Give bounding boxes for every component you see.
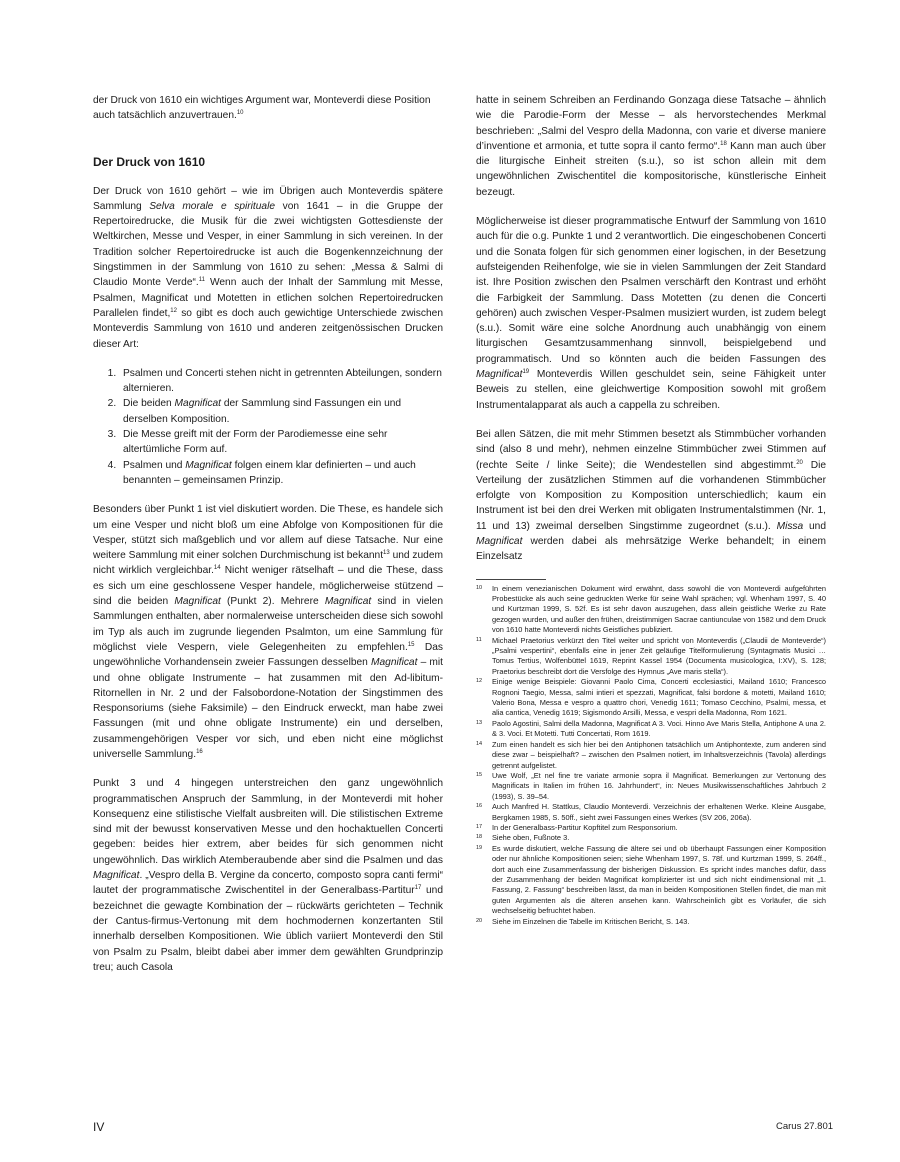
- text: Die Verteilung der zusätzlichen Stimmen auf die vorhandenen Stimmbücher erfolgte von Komposition zu Komposition unterschiedlich; kaum ein Instrument ist bei den drei Werken mit obligaten Instrumentalstimmen (Nr. 1, 11 und 13) zweimal derselben Singstimme zugeordnet (s.u.).: [476, 459, 827, 532]
- text: Das ungewöhnliche Vorhandensein zweier Fassungen desselben: [93, 641, 443, 669]
- footnote: [476, 584, 826, 636]
- list-item: [119, 458, 443, 489]
- footnote: [476, 823, 826, 833]
- text: und zudem nicht wirklich vergleichbar.: [93, 550, 443, 577]
- text: Nicht weniger rätselhaft – und die These, dass es sich um eine geschlossene Vesper handele, möglicherweise stützend – sind die beiden: [93, 565, 444, 608]
- footnote: [476, 636, 826, 678]
- footnote-ref[interactable]: 14: [213, 565, 221, 572]
- text: Psalmen und Concerti stehen nicht in getrennten Abteilungen, sondern alternieren.: [123, 367, 442, 395]
- paragraph: [93, 502, 443, 762]
- page-number: IV: [93, 1120, 105, 1134]
- footnote-text: In einem venezianischen Dokument wird erwähnt, dass sowohl die von Monteverdi aufgeführten Probestücke als auch seine gedruckten Werke für seine Wahl sprächen; vgl. Whenham 1997, S. 40 und Kurtzman 1999, S. 52f. Es ist sehr davon auszugehen, dass allein geistliche Werke zu Rate gezogen wurden, und außer den frühen, dreistimmigen Sacrae cantiunculae von 1582 und dem Druck von 1610 hatte Monteverdi nichts Geistliches publiziert.: [492, 583, 826, 635]
- footnote-number: 15: [476, 771, 483, 778]
- text-italic: Magnificat: [371, 657, 418, 669]
- text: werden dabei als mehrsätzige Werke behandelt; in einem Einzelsatz: [476, 536, 826, 563]
- footnote-ref[interactable]: 15: [407, 641, 415, 648]
- footnote-number: 20: [476, 917, 483, 924]
- text-italic: Selva morale e spirituale: [149, 200, 276, 212]
- text: Die Messe greift mit der Form der Parodiemesse eine sehr altertümliche Form auf.: [123, 429, 388, 456]
- text: und bezeichnet die gewagte Kombination der – rückwärts gerichteten – Technik der Cantus-firmus-Vertonung mit dem hochmodernen konzertanten Stil innerhalb derselben Kompositionen. Wie üblich variiert Monteverdi den Stil von Psalm zu Psalm, bleibt dabei aber immer dem gewählten Grundprinzip treu; auch Casola: [93, 885, 444, 973]
- footnote-number: 14: [476, 740, 483, 747]
- paragraph: [476, 214, 826, 413]
- footnote-ref[interactable]: 16: [196, 748, 203, 755]
- text: – mit und ohne obligate Instrumente – hat zusammen mit den Ad-libitum-Ritornellen in Nr. 2 und der Falsobordone-Notation der Singstimmen des Responsoriums (siehe Faksimile) – den Eindruck erweckt, man habe zwei Fassungen (mit und ohne obligate Instrumente) ein und derselben, zusammengehörigen Vesper vor sich, und eben nicht eine möglichst universelle Sammlung.: [93, 657, 443, 760]
- footnote-text: In der Generalbass-Partitur Kopftitel zum Responsorium.: [492, 822, 678, 832]
- catalog-number: Carus 27.801: [776, 1121, 834, 1132]
- text: Wenn auch der Inhalt der Sammlung mit Messe, Psalmen, Magnificat und Motetten in etlichen solchen Repertoiredrucken Parallelen findet,: [93, 277, 443, 319]
- footnote-text: Uwe Wolf, „Et nel fine tre variate armonie sopra il Magnificat. Bemerkungen zur Vertonung des Magnificats in Italien im frühen 16. Jahrhundert“, in: Neues Musikwissenschaftliches Jahrbuch 2 (1993), S. 39–54.: [492, 770, 826, 801]
- footnote-number: 10: [476, 584, 483, 591]
- text-italic: Magnificat: [476, 369, 523, 381]
- text-italic: Magnificat: [476, 536, 523, 548]
- footnote: [476, 833, 826, 843]
- text: von 1641 – in die Gruppe der Repertoiredrucke, die Musik für die zwei wichtigsten Gottesdienste der Weltkirchen, Messe und Vesper, in einer Sammlung in sich vereinen. In der Tradition solcher Repertoiredrucke ist auch die Bogenkennzeichnung der Singstimmen in der Sammlung von 1610 zu sehen: „Messa & Salmi di Claudio Monte Verde“.: [93, 200, 443, 289]
- text-italic: Magnificat: [174, 398, 221, 410]
- right-column: [476, 93, 826, 927]
- footnote-number: 18: [476, 834, 483, 841]
- text: Bei allen Sätzen, die mit mehr Stimmen besetzt als Stimmbücher vorhanden sind (also 8 und mehr), nehmen einzelne Stimmbücher zwei Stimmen auf (rechte Seite / linke Seite); die Wendestellen sind abgestimmt.: [476, 428, 826, 471]
- footnote-number: 12: [476, 678, 483, 685]
- footnote-number: 13: [476, 719, 483, 726]
- text: (Punkt 2). Mehrere: [220, 596, 325, 608]
- footnote: [476, 771, 826, 802]
- footnote-text: Zum einen handelt es sich hier bei den Antiphonen tatsächlich um Antiphontexte, zum anderen sind diese zwar – beispielhaft? – zwischen den Psalmen notiert, im Inhaltsverzeichnis (Tavola) allerdings getrennt aufgelistet.: [492, 739, 826, 770]
- text: Möglicherweise ist dieser programmatische Entwurf der Sammlung von 1610 auch für die o.g. Punkte 1 und 2 verantwortlich. Die eingeschobenen Concerti und die Sonata folgen für sich genommen einer logischen, in der Besetzung aufsteigenden Reihenfolge, wie sie in vielen Sammlungen der Zeit Standard ist. Ihre Position zwischen den Psalmen verschärft den Kontrast und erhöht die Farbigkeit der Sammlung. Dass Motetten (zu denen die Concerti gehören) auch zwischen Vesper-Psalmen musiziert wurden, ist zudem belegt (s.u.). Somit wäre eine solche Anordnung auch unabhängig von einem liturgischen Gesamtzusammenhang sinnvoll, beispielgebend und programmatisch. Und so könnten auch die beiden Fassungen des: [476, 216, 826, 365]
- footnote-text: Siehe oben, Fußnote 3.: [492, 833, 570, 843]
- numbered-list: [93, 366, 443, 488]
- paragraph: [93, 776, 443, 975]
- footnote-text: Siehe im Einzelnen die Tabelle im Kritischen Bericht, S. 143.: [492, 916, 690, 926]
- footnote-text: Es wurde diskutiert, welche Fassung die ältere sei und ob überhaupt Fassungen einer Komposition oder nur ähnliche Kompositionen seien; siehe Whenham 1997, S. 78f. und Kurtzman 1999, S. 264ff., dort auch eine Zusammenfassung der bisherigen Diskussion. Es spricht indes manches dafür, dass der Zusammenhang der beiden Magnificat komplizierter ist und sich nicht eindimensional mit „1. Fassung, 2. Fassung“ beschreiben lässt, da man in beiden Kompositionen Stellen findet, die man mit guten Argumenten als die älteren ansehen kann. Wahrscheinlich gibt es Vorläufer, die sich wechselseitig befruchtet haben.: [492, 843, 826, 916]
- text-italic: Missa: [776, 520, 804, 532]
- footnote-ref[interactable]: 20: [796, 459, 803, 466]
- footnote-divider: [476, 579, 546, 580]
- paragraph: [476, 93, 826, 200]
- text: Die beiden: [123, 398, 175, 410]
- footnotes: [476, 584, 826, 927]
- text: Kann man auch über die liturgische Einheit streiten (s.u.), so ist schon allein mit dem ungewöhnlichen Zwischentitel die kompositorische, künstlerische Einheit bezeugt.: [476, 140, 826, 198]
- text: folgen einem klar definierten – und auch benannten – gemeinsamen Prinzip.: [123, 459, 416, 486]
- footnote-ref[interactable]: 19: [522, 369, 530, 376]
- text: Psalmen und: [123, 459, 186, 471]
- text: so gibt es doch auch gewichtige Unterschiede zwischen Monteverdis Sammlung von 1610 und anderen zeitgenössischen Drucken dieser Art:: [93, 307, 443, 350]
- text: und: [803, 520, 826, 532]
- footnote-text: Michael Praetorius verkürzt den Titel weiter und spricht von Monteverdis („Claudii de Monteverde“) „Psalmi vespertini“, ebenfalls eine in jener Zeit geläufige Titelformulierung (Syntagmatis Musici … Tomus Tertius, Wolfenbüttel 1619, Reprint Kassel 1954 (Documenta musicologica, I:XV), S. 128; Praetorius beschreibt dort die Versfolge des Hymnus „Ave maris stella“).: [492, 635, 826, 676]
- text-italic: Magnificat: [185, 459, 232, 471]
- footnote-text: Einige wenige Beispiele: Giovanni Paolo Cima, Concerti ecclesiastici, Mailand 1610; Francesco Rognoni Taegio, Messa, salmi intieri et spezzati, Magnificat, falsi bordone & motetti, Mailand 1610; Valerio Bona, Messa e vespro a quattro chori, Venedig 1611; Tomaso Cecchino, Psalmi, messa, et alia cantica, Venedig 1619; Sigismondo Arsilli, Messa, e vespri della Madonna, Rom 1621.: [492, 677, 826, 718]
- text: der Druck von 1610 ein wichtiges Argument war, Monteverdi diese Position auch tatsächlich anzuvertrauen.: [93, 95, 431, 122]
- text-italic: Magnificat: [174, 596, 221, 608]
- text: Monteverdis Willen geschuldet sein, seine Fähigkeit unter Beweis zu stellen, eine gleichwertige Komposition sowohl mit großem Instrumentalapparat als auch a cappella zu schreiben.: [476, 369, 826, 411]
- section-heading: Der Druck von 1610: [93, 154, 206, 169]
- footnote-number: 19: [476, 844, 483, 851]
- text: sind in vielen Sammlungen enthalten, aber normalerweise unterscheiden diese sich sowohl im Typ als auch im zugrunde liegenden Psalmton, um eine Sammlung für möglichst viele Vespern, viele Gelegenheiten zu empfehlen.: [93, 596, 444, 653]
- footnote: [476, 677, 826, 719]
- paragraph: [93, 184, 443, 352]
- footnote-number: 11: [476, 636, 482, 643]
- footnote-ref[interactable]: 13: [383, 550, 390, 557]
- list-item: [119, 396, 443, 427]
- list-item: [119, 366, 443, 397]
- footnote-text: Auch Manfred H. Stattkus, Claudio Monteverdi. Verzeichnis der erhaltenen Werke. Kleine Ausgabe, Bergkamen 1985, S. 50ff., sieht zwei Fassungen eines Werkes (SV 206, 206a).: [492, 802, 826, 822]
- footnote-ref[interactable]: 11: [198, 277, 205, 284]
- text: der Sammlung sind Fassungen ein und derselben Komposition.: [123, 398, 402, 425]
- text: Punkt 3 und 4 hingegen unterstreichen den ganz ungewöhnlich programmatischen Anspruch der Sammlung, in der Monteverdi mit hoher Konsequenz eine stilistische Vielfalt ausbreiten will. Die stilistischen Extreme sind mit der bewusst konservativen Messe und den hochaktuellen Concerti gegeben: beides hier extrem, aber beides für sich genommen nicht ungewöhnlich. Das wirklich Atemberaubende aber sind die Psalmen und das: [93, 778, 443, 866]
- footnote: [476, 802, 826, 823]
- footnote: [476, 917, 826, 927]
- text: . „Vespro della B. Vergine da concerto, composto sopra canti fermi“ lautet der programmatische Zwischentitel in der Generalbass-Partitur: [93, 870, 443, 897]
- text-italic: Magnificat: [93, 870, 140, 882]
- paragraph: [476, 427, 826, 565]
- footnote: [476, 740, 826, 771]
- text: Besonders über Punkt 1 ist viel diskutiert worden. Die These, es handele sich um eine Vesper und nicht bloß um eine Abfolge von Kompositionen für die Vesper, stützt sich maßgeblich und vor allem auf diese Tatsache. Nur eine weitere Sammlung mit einer solchen Durchmischung ist bekannt: [93, 504, 443, 562]
- footnote-ref[interactable]: 18: [720, 140, 727, 147]
- text-italic: Magnificat: [324, 596, 372, 608]
- text: Der Druck von 1610 gehört – wie im Übrigen auch Monteverdis spätere Sammlung: [93, 185, 443, 212]
- footnote-text: Paolo Agostini, Salmi della Madonna, Magnificat A 3. Voci. Hinno Ave Maris Stella, Antiphone A una 2. & 3. Voci. Et Motetti. Tutti Concertati, Rom 1619.: [492, 718, 826, 739]
- footnote-number: 17: [476, 823, 483, 830]
- footnote-ref[interactable]: 12: [170, 307, 177, 314]
- footnote-ref[interactable]: 10: [236, 110, 244, 117]
- list-item: [119, 427, 443, 458]
- intro-paragraph: [93, 93, 443, 124]
- footnote-ref[interactable]: 17: [414, 885, 422, 892]
- footnote-number: 16: [476, 803, 483, 810]
- footnote: [476, 719, 826, 740]
- text: hatte in seinem Schreiben an Ferdinando Gonzaga diese Tatsache – ähnlich wie die Parodie-Form der Messe – als hervorstechendes Merkmal beschrieben: „Salmi del Vespro della Madonna, con varie et diverse maniere d’inventione et armonia, et tutte sopra il canto fermo“.: [476, 95, 826, 152]
- footnote: [476, 844, 826, 917]
- left-column: [93, 93, 443, 989]
